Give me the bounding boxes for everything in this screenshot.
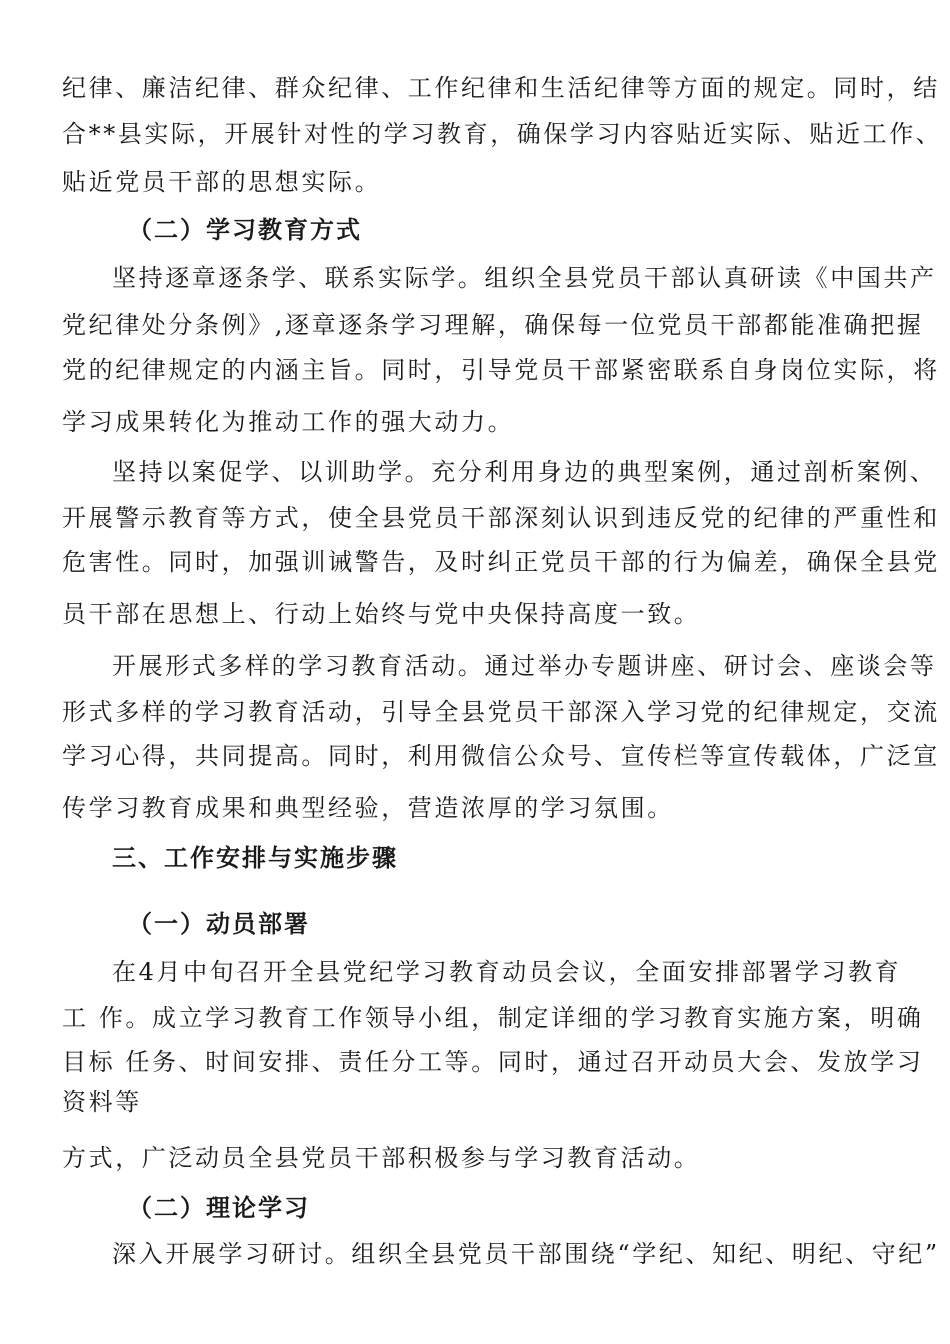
body-line: 开展警示教育等方式，使全县党员干部深刻认识到违反党的纪律的严重性和: [62, 504, 940, 532]
body-line: 党的纪律规定的内涵主旨。同时，引导党员干部紧密联系自身岗位实际，将: [62, 356, 940, 384]
body-line: 学习成果转化为推动工作的强大动力。: [62, 408, 515, 436]
section-heading: （二）学习教育方式: [128, 216, 362, 244]
body-line: 深入开展学习研讨。组织全县党员干部围绕“学纪、知纪、明纪、守纪”: [112, 1240, 940, 1268]
body-line: 目标 任务、时间安排、责任分工等。同时，通过召开动员大会、发放学习: [62, 1048, 924, 1076]
body-line: 坚持逐章逐条学、联系实际学。组织全县党员干部认真研读《中国共产: [112, 264, 937, 292]
body-line: 方式，广泛动员全县党员干部积极参与学习教育活动。: [62, 1144, 701, 1172]
body-line: 形式多样的学习教育活动，引导全县党员干部深入学习党的纪律规定，交流: [62, 698, 940, 726]
section-heading: （二）理论学习: [128, 1194, 310, 1222]
body-line: 在4月中旬召开全县党纪学习教育动员会议，全面安排部署学习教育: [112, 958, 902, 986]
body-line: 学习心得，共同提高。同时，利用微信公众号、宣传栏等宣传载体，广泛宣: [62, 742, 940, 770]
body-line: 坚持以案促学、以训助学。充分利用身边的典型案例，通过剖析案例、: [112, 458, 937, 486]
body-line: 合**县实际，开展针对性的学习教育，确保学习内容贴近实际、贴近工作、: [62, 120, 943, 148]
body-line: 工 作。成立学习教育工作领导小组，制定详细的学习教育实施方案，明确: [62, 1004, 924, 1032]
section-heading: （一）动员部署: [128, 910, 310, 938]
body-line: 员干部在思想上、行动上始终与党中央保持高度一致。: [62, 600, 701, 628]
body-line: 开展形式多样的学习教育活动。通过举办专题讲座、研讨会、座谈会等: [112, 652, 937, 680]
body-line: 传学习教育成果和典型经验，营造浓厚的学习氛围。: [62, 794, 674, 822]
chapter-heading: 三、工作安排与实施步骤: [112, 844, 398, 872]
body-line: 危害性。同时，加强训诫警告，及时纠正党员干部的行为偏差，确保全县党: [62, 548, 940, 576]
body-line: 纪律、廉洁纪律、群众纪律、工作纪律和生活纪律等方面的规定。同时，结: [62, 74, 940, 102]
body-line: 资料等: [62, 1088, 142, 1116]
body-line: 贴近党员干部的思想实际。: [62, 168, 382, 196]
body-line: 党纪律处分条例》,逐章逐条学习理解，确保每一位党员干部都能准确把握: [62, 311, 924, 339]
